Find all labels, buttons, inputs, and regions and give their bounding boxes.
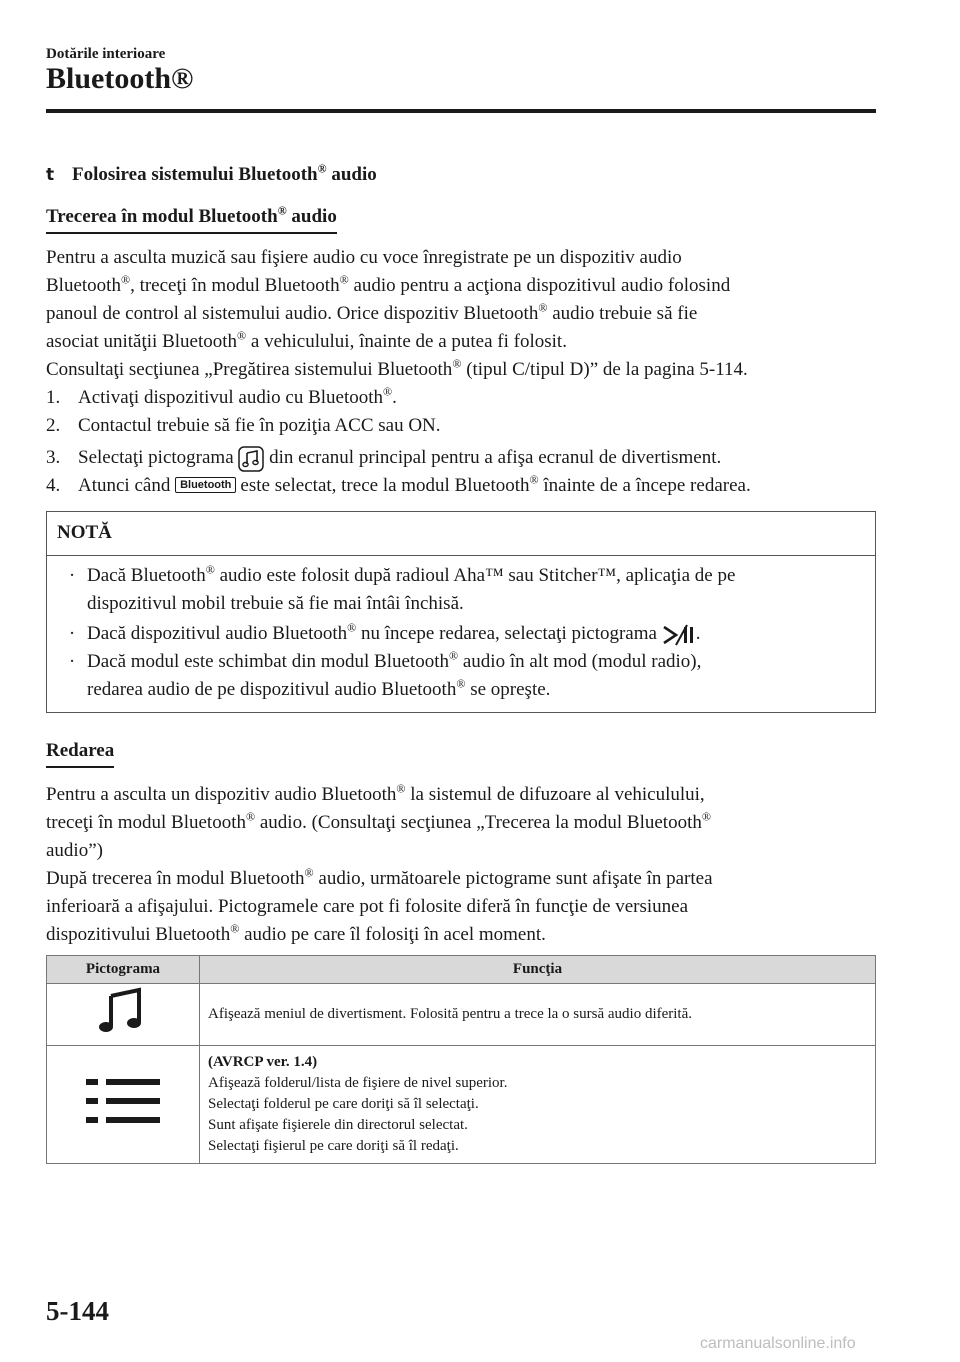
table-header-function: Funcţia [200,956,876,984]
main-heading: t Folosirea sistemului Bluetooth® audio [46,161,377,185]
watermark: carmanualsonline.info [700,1335,856,1352]
note-box [46,511,876,713]
music-note-icon [238,446,264,472]
table-row: Afişează meniul de divertisment. Folosită pentru a trece la o sursă audio diferită. [47,984,876,1046]
list-item: 3. Selectaţi pictograma din ecranul principal pentru a afişa ecranul de divertisment. [46,444,886,472]
playback-paragraph: Pentru a asculta un dispozitiv audio Bluetooth® la sistemul de difuzoare al vehiculului, treceţi în modul Bluetooth® audio. (Consultaţi secţiunea „Trecerea la modul Bluetooth® audio”) După trecerea în modul Bluetooth® audio, următoarele pictograme sunt afişate în partea inferioară a afişajului. Pictogramele care pot fi folosite diferă în funcţie de versiunea dispozitivului Bluetooth® audio pe care îl folosiţi în acel moment. [46,781,713,945]
list-item: 4. Atunci când Bluetooth este selectat, trece la modul Bluetooth® înainte de a începe redarea. [46,472,751,496]
section-title: Dotările interioare [46,46,166,62]
table-header-icon: Pictograma [47,956,200,984]
intro-paragraph: Pentru a asculta muzică sau fişiere audio cu voce înregistrate pe un dispozitiv audio Bluetooth®, treceţi în modul Bluetooth® audio pentru a acţiona dispozitivul audio folosind panoul de control al sistemului audio. Orice dispozitiv Bluetooth® audio trebuie să fie asociat unităţii Bluetooth® a vehiculului, înainte de a putea fi folosit. Consultaţi secţiunea „Pregătirea sistemului Bluetooth® (tipul C/tipul D)” de la pagina 5-114. 1. Activaţi dispozitivul audio cu Bluetooth®. 2. Contactul trebuie să fie în poziţia ACC sau ON. 3. Selectaţi pictograma din ecranul principal pentru a afişa ecranul de divertisment. 4. Atunci când Bluetooth este selectat, trece la modul Bluetooth® înainte de a începe redarea. [46,244,886,500]
page-number: 5-144 [46,1296,109,1326]
icon-function-table [46,955,876,1164]
play-pause-icon [662,623,696,647]
chapter-title: Bluetooth® [46,62,194,95]
music-note-icon [93,986,153,1036]
note-item: · Dacă dispozitivul audio Bluetooth® nu începe redarea, selectaţi pictograma . [57,620,865,648]
note-title: NOTĂ [47,512,875,556]
list-item: 2. Contactul trebuie să fie în poziţia ACC sau ON. [46,415,441,436]
subheading-switch-mode: Trecerea în modul Bluetooth® audio [46,206,337,234]
list-icon [84,1076,162,1126]
note-item: · Dacă modul este schimbat din modul Bluetooth® audio în alt mod (modul radio), redarea audio de pe dispozitivul audio Bluetooth® se opreşte. [68,648,702,700]
heading-bullet: t [46,165,55,185]
steps-list [46,384,886,500]
table-row: (AVRCP ver. 1.4) Afişează folderul/lista de fişiere de nivel superior. Selectaţi folderul pe care doriţi să îl selectaţi. Sunt afişate fişierele din directorul selectat. Selectaţi fişierul pe care doriţi să îl redaţi. [47,1046,876,1164]
note-item: · Dacă Bluetooth® audio este folosit după radioul Aha™ sau Stitcher™, aplicaţia de pe dispozitivul mobil trebuie să fie mai întâi închisă. [68,562,736,614]
bluetooth-badge: Bluetooth [175,477,236,493]
header-rule [46,109,876,113]
subheading-playback: Redarea [46,740,114,768]
list-item: 1. Activaţi dispozitivul audio cu Bluetooth®. [46,384,397,408]
